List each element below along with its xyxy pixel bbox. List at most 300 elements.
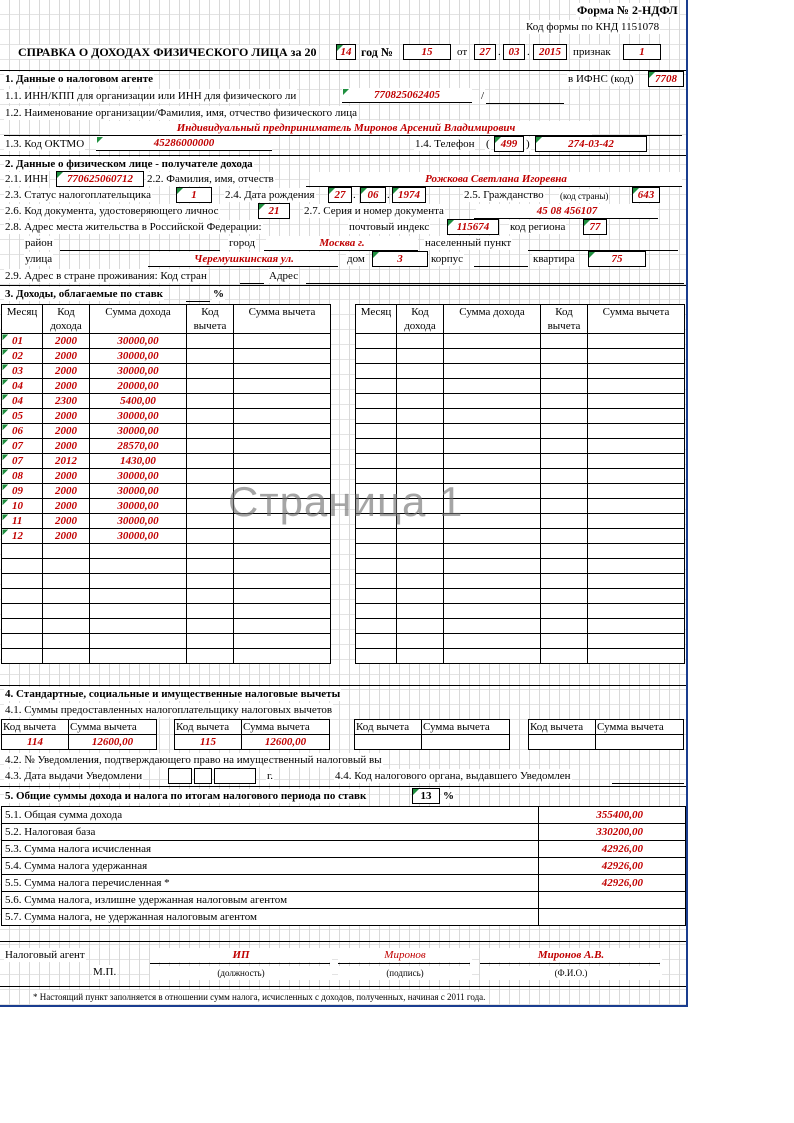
- deduction-code[interactable]: [541, 499, 588, 514]
- deduction-code[interactable]: [541, 574, 588, 589]
- person-inn-label: 2.1. ИНН: [5, 173, 49, 185]
- deduction-code[interactable]: [187, 499, 234, 514]
- deduction-amount[interactable]: [234, 499, 331, 514]
- income-amount[interactable]: [444, 394, 541, 409]
- income-amount[interactable]: 5400,00: [90, 394, 187, 409]
- income-amount[interactable]: [444, 349, 541, 364]
- income-month[interactable]: [356, 634, 397, 649]
- district-label: район: [25, 237, 53, 249]
- deduction-code[interactable]: [541, 544, 588, 559]
- deduction-code[interactable]: [187, 604, 234, 619]
- income-amount[interactable]: [444, 409, 541, 424]
- deduction-amount[interactable]: [588, 334, 685, 349]
- deduction-code[interactable]: [541, 619, 588, 634]
- deduction-amount[interactable]: [588, 589, 685, 604]
- deduction-amount[interactable]: [234, 649, 331, 664]
- oktmo-value[interactable]: 45286000000: [96, 136, 272, 151]
- income-month[interactable]: [356, 424, 397, 439]
- deduction-code[interactable]: [541, 439, 588, 454]
- deduction-amount[interactable]: [234, 379, 331, 394]
- phone-code[interactable]: 499: [494, 136, 524, 152]
- income-code[interactable]: [397, 499, 444, 514]
- deduction-code[interactable]: [541, 589, 588, 604]
- deduction-amount[interactable]: [234, 589, 331, 604]
- deduction-code[interactable]: 115: [175, 735, 242, 750]
- income-amount[interactable]: [444, 529, 541, 544]
- income-code[interactable]: [397, 349, 444, 364]
- deduction-code[interactable]: [187, 334, 234, 349]
- deduction-amount[interactable]: [234, 469, 331, 484]
- income-code[interactable]: 2000: [43, 469, 90, 484]
- income-month[interactable]: 12: [2, 529, 43, 544]
- deduction-amount[interactable]: [588, 454, 685, 469]
- deduction-amount[interactable]: [422, 735, 510, 750]
- deduction-code[interactable]: [541, 469, 588, 484]
- income-code[interactable]: [397, 559, 444, 574]
- income-code[interactable]: [397, 439, 444, 454]
- notice-year[interactable]: [214, 768, 256, 784]
- deduction-amount[interactable]: [588, 484, 685, 499]
- deduction-code[interactable]: [187, 379, 234, 394]
- income-code[interactable]: 2000: [43, 484, 90, 499]
- income-code[interactable]: 2012: [43, 454, 90, 469]
- income-month[interactable]: [2, 649, 43, 664]
- deduction-code[interactable]: [187, 649, 234, 664]
- income-code[interactable]: [397, 454, 444, 469]
- deduction-amount[interactable]: [588, 364, 685, 379]
- income-code[interactable]: [397, 469, 444, 484]
- deduction-code[interactable]: [541, 424, 588, 439]
- deduction-code[interactable]: [187, 529, 234, 544]
- income-amount[interactable]: 30000,00: [90, 409, 187, 424]
- income-code[interactable]: [43, 559, 90, 574]
- income-row: [356, 454, 685, 469]
- kpp-field[interactable]: [486, 103, 564, 104]
- income-code[interactable]: 2000: [43, 364, 90, 379]
- income-code[interactable]: [43, 604, 90, 619]
- deduction-code[interactable]: [187, 574, 234, 589]
- deduction-amount[interactable]: [588, 409, 685, 424]
- deduction-code[interactable]: [187, 514, 234, 529]
- income-amount[interactable]: [90, 544, 187, 559]
- income-month[interactable]: [2, 559, 43, 574]
- income-month[interactable]: 11: [2, 514, 43, 529]
- income-amount[interactable]: [444, 559, 541, 574]
- deduction-amount[interactable]: [234, 349, 331, 364]
- deduction-code[interactable]: [187, 544, 234, 559]
- korpus-field[interactable]: [474, 266, 528, 267]
- income-row: [356, 634, 685, 649]
- income-month[interactable]: [356, 454, 397, 469]
- deduction-amount[interactable]: [588, 424, 685, 439]
- deduction-amount[interactable]: [588, 349, 685, 364]
- sign-fio-value[interactable]: Миронов А.В.: [480, 948, 662, 962]
- income-code[interactable]: [43, 649, 90, 664]
- income-month[interactable]: [2, 604, 43, 619]
- income-month[interactable]: 05: [2, 409, 43, 424]
- notice-date-label: 4.3. Дата выдачи Уведомлени: [5, 770, 143, 782]
- totals-value[interactable]: 330200,00: [539, 824, 686, 841]
- status-value[interactable]: 1: [176, 187, 212, 203]
- series-value[interactable]: 45 08 456107: [476, 204, 658, 218]
- deduction-amount[interactable]: [234, 634, 331, 649]
- income-code[interactable]: [43, 544, 90, 559]
- income-amount[interactable]: [90, 619, 187, 634]
- notice-day[interactable]: [168, 768, 192, 784]
- certificate-number[interactable]: 15: [403, 44, 451, 60]
- income-amount[interactable]: [444, 484, 541, 499]
- deduction-code[interactable]: [187, 424, 234, 439]
- deduction-code[interactable]: [541, 649, 588, 664]
- income-amount[interactable]: [444, 514, 541, 529]
- income-code[interactable]: [397, 619, 444, 634]
- income-month[interactable]: [356, 364, 397, 379]
- income-code[interactable]: [397, 484, 444, 499]
- deduction-code[interactable]: [187, 559, 234, 574]
- deduction-amount[interactable]: [588, 544, 685, 559]
- income-amount[interactable]: [90, 589, 187, 604]
- income-amount[interactable]: 30000,00: [90, 349, 187, 364]
- deduction-block-1: [1, 719, 157, 750]
- totals-value[interactable]: [539, 909, 686, 926]
- deduction-code[interactable]: 114: [2, 735, 69, 750]
- income-month[interactable]: [2, 589, 43, 604]
- income-amount[interactable]: 30000,00: [90, 424, 187, 439]
- income-amount[interactable]: 30000,00: [90, 364, 187, 379]
- income-amount[interactable]: 30000,00: [90, 469, 187, 484]
- income-amount[interactable]: [90, 559, 187, 574]
- flat-value[interactable]: 75: [588, 251, 646, 267]
- income-code[interactable]: [397, 604, 444, 619]
- income-month[interactable]: 01: [2, 334, 43, 349]
- income-month[interactable]: [356, 334, 397, 349]
- year-label: год №: [361, 45, 393, 59]
- income-month[interactable]: [356, 409, 397, 424]
- income-code[interactable]: [397, 394, 444, 409]
- income-code[interactable]: 2000: [43, 379, 90, 394]
- deduction-amount[interactable]: [588, 604, 685, 619]
- cell-mark: [337, 45, 343, 51]
- income-month[interactable]: [356, 589, 397, 604]
- income-amount[interactable]: 20000,00: [90, 379, 187, 394]
- income-month[interactable]: [356, 619, 397, 634]
- income-code[interactable]: 2000: [43, 439, 90, 454]
- deduction-amount-header: Сумма вычета: [596, 720, 684, 735]
- deduction-code[interactable]: [541, 514, 588, 529]
- income-code[interactable]: [397, 409, 444, 424]
- deduction-amount[interactable]: [234, 514, 331, 529]
- deduction-amount[interactable]: [588, 619, 685, 634]
- income-month[interactable]: 04: [2, 394, 43, 409]
- deduction-code[interactable]: [541, 559, 588, 574]
- deduction-code[interactable]: [355, 735, 422, 750]
- income-row: [2, 559, 331, 574]
- income-month[interactable]: [2, 619, 43, 634]
- income-amount[interactable]: [90, 649, 187, 664]
- totals-value[interactable]: 42926,00: [539, 858, 686, 875]
- house-value[interactable]: 3: [372, 251, 428, 267]
- totals-rate[interactable]: 13: [412, 788, 440, 804]
- deduction-code[interactable]: [187, 619, 234, 634]
- deduction-amount[interactable]: 12600,00: [242, 735, 330, 750]
- income-month[interactable]: [356, 649, 397, 664]
- deduction-amount[interactable]: [588, 499, 685, 514]
- income-code[interactable]: [397, 544, 444, 559]
- income-code[interactable]: [397, 364, 444, 379]
- notice-month[interactable]: [194, 768, 212, 784]
- income-code[interactable]: 2000: [43, 424, 90, 439]
- income-amount[interactable]: [444, 574, 541, 589]
- income-row: [2, 349, 331, 364]
- deduction-amount[interactable]: [234, 604, 331, 619]
- street-value[interactable]: Черемушкинская ул.: [150, 252, 338, 266]
- date-day[interactable]: 27: [474, 44, 496, 60]
- deduction-code[interactable]: [187, 364, 234, 379]
- totals-value[interactable]: 42926,00: [539, 841, 686, 858]
- income-code[interactable]: [397, 649, 444, 664]
- income-table-left: [1, 304, 331, 664]
- deduction-code[interactable]: [187, 349, 234, 364]
- month-header: Месяц: [356, 305, 397, 334]
- deduction-amount[interactable]: [588, 634, 685, 649]
- deduction-amount[interactable]: 12600,00: [69, 735, 157, 750]
- deduction-code[interactable]: [187, 589, 234, 604]
- deduction-amount[interactable]: [588, 379, 685, 394]
- totals-value[interactable]: 42926,00: [539, 875, 686, 892]
- deduction-code[interactable]: [187, 409, 234, 424]
- sign-value[interactable]: 1: [623, 44, 661, 60]
- region-value[interactable]: 77: [583, 219, 607, 235]
- income-code[interactable]: [43, 634, 90, 649]
- income-amount[interactable]: [444, 604, 541, 619]
- city-value[interactable]: Москва г.: [266, 236, 418, 250]
- person-section-title: 2. Данные о физическом лице - получателе дохода: [5, 158, 253, 170]
- income-month[interactable]: [2, 574, 43, 589]
- deduction-code[interactable]: [541, 634, 588, 649]
- birth-year[interactable]: 1974: [392, 187, 426, 203]
- income-amount[interactable]: [444, 379, 541, 394]
- status-label: 2.3. Статус налогоплательщика: [5, 189, 151, 201]
- income-amount[interactable]: [444, 454, 541, 469]
- birth-day[interactable]: 27: [328, 187, 352, 203]
- deduction-code[interactable]: [529, 735, 596, 750]
- income-code[interactable]: 2000: [43, 409, 90, 424]
- deduction-code[interactable]: [541, 379, 588, 394]
- agent-name-value[interactable]: Индивидуальный предприниматель Миронов Арсений Владимирович: [100, 121, 592, 135]
- deduction-amount[interactable]: [234, 619, 331, 634]
- income-month[interactable]: 09: [2, 484, 43, 499]
- deduction-amount[interactable]: [588, 439, 685, 454]
- income-month[interactable]: [356, 349, 397, 364]
- deduction-code[interactable]: [187, 454, 234, 469]
- income-code[interactable]: [43, 574, 90, 589]
- income-amount[interactable]: 30000,00: [90, 484, 187, 499]
- income-amount[interactable]: [444, 649, 541, 664]
- income-code[interactable]: [397, 574, 444, 589]
- income-amount[interactable]: [444, 469, 541, 484]
- deduction-amount[interactable]: [234, 409, 331, 424]
- income-month[interactable]: [356, 544, 397, 559]
- birth-month[interactable]: 06: [360, 187, 386, 203]
- income-amount[interactable]: 30000,00: [90, 499, 187, 514]
- foreign-country-field[interactable]: [240, 283, 264, 284]
- deduction-amount[interactable]: [588, 514, 685, 529]
- signature-caption: (подпись): [338, 966, 472, 980]
- deduction-code[interactable]: [187, 394, 234, 409]
- deduction-amount[interactable]: [588, 529, 685, 544]
- deduction-code[interactable]: [541, 604, 588, 619]
- deduction-amount[interactable]: [596, 735, 684, 750]
- income-code[interactable]: 2300: [43, 394, 90, 409]
- income-month[interactable]: [356, 484, 397, 499]
- income-code[interactable]: [43, 619, 90, 634]
- income-code[interactable]: 2000: [43, 334, 90, 349]
- deduction-code[interactable]: [541, 529, 588, 544]
- phone-number[interactable]: 274-03-42: [535, 136, 647, 152]
- divider: [0, 941, 686, 942]
- income-month[interactable]: [356, 439, 397, 454]
- income-code[interactable]: [397, 634, 444, 649]
- income-code[interactable]: 2000: [43, 499, 90, 514]
- income-code[interactable]: [397, 589, 444, 604]
- income-amount[interactable]: [90, 604, 187, 619]
- foreign-address-field[interactable]: [306, 283, 684, 284]
- income-amount[interactable]: [444, 499, 541, 514]
- income-month[interactable]: [356, 604, 397, 619]
- deduction-code[interactable]: [187, 439, 234, 454]
- deduction-code[interactable]: [541, 484, 588, 499]
- deduction-amount[interactable]: [588, 559, 685, 574]
- street-label: улица: [25, 253, 53, 265]
- income-month[interactable]: [356, 574, 397, 589]
- position-caption: (должность): [150, 966, 332, 980]
- deduction-code[interactable]: [187, 469, 234, 484]
- year-suffix[interactable]: 14: [336, 44, 356, 60]
- sign-signature-value[interactable]: Миронов: [338, 948, 472, 962]
- deduction-amount[interactable]: [234, 364, 331, 379]
- income-code[interactable]: [397, 379, 444, 394]
- income-code[interactable]: [397, 424, 444, 439]
- deduction-code[interactable]: [187, 634, 234, 649]
- income-month[interactable]: 03: [2, 364, 43, 379]
- deduction-amount[interactable]: [234, 334, 331, 349]
- income-month[interactable]: 04: [2, 379, 43, 394]
- income-month[interactable]: 10: [2, 499, 43, 514]
- notice-org-field[interactable]: [612, 783, 684, 784]
- income-amount[interactable]: [444, 364, 541, 379]
- totals-row: [2, 824, 686, 841]
- income-month[interactable]: 08: [2, 469, 43, 484]
- date-year[interactable]: 2015: [533, 44, 567, 60]
- income-code[interactable]: [397, 514, 444, 529]
- income-amount[interactable]: 28570,00: [90, 439, 187, 454]
- citizen-value[interactable]: 643: [632, 187, 660, 203]
- deduction-amount[interactable]: [234, 394, 331, 409]
- person-inn-value[interactable]: 770625060712: [56, 171, 144, 187]
- income-amount[interactable]: [444, 544, 541, 559]
- income-code[interactable]: 2000: [43, 349, 90, 364]
- income-amount[interactable]: 30000,00: [90, 529, 187, 544]
- deduction-amount[interactable]: [234, 424, 331, 439]
- income-code[interactable]: [397, 334, 444, 349]
- income-month[interactable]: [356, 379, 397, 394]
- income-amount[interactable]: [444, 634, 541, 649]
- deduction-amount[interactable]: [234, 529, 331, 544]
- income-amount[interactable]: 30000,00: [90, 334, 187, 349]
- deduction-amount-header: Сумма вычета: [588, 305, 685, 334]
- deduction-amount[interactable]: [588, 469, 685, 484]
- deduction-amount[interactable]: [588, 394, 685, 409]
- person-fio-value[interactable]: Рожкова Светлана Игоревна: [310, 172, 682, 186]
- income-amount[interactable]: [90, 634, 187, 649]
- deduction-amount[interactable]: [234, 574, 331, 589]
- income-month[interactable]: [2, 634, 43, 649]
- income-amount[interactable]: [90, 574, 187, 589]
- date-dot: .: [527, 46, 530, 58]
- agent-inn-value[interactable]: 770825062405: [342, 88, 472, 103]
- income-row: [356, 604, 685, 619]
- income-amount[interactable]: [444, 589, 541, 604]
- income-month[interactable]: [356, 469, 397, 484]
- income-amount[interactable]: [444, 334, 541, 349]
- income-amount[interactable]: [444, 439, 541, 454]
- income-amount[interactable]: [444, 619, 541, 634]
- deduction-amount[interactable]: [234, 439, 331, 454]
- income-month[interactable]: [356, 499, 397, 514]
- income-code[interactable]: [397, 529, 444, 544]
- deduction-code[interactable]: [541, 409, 588, 424]
- deduction-code[interactable]: [541, 394, 588, 409]
- income-month[interactable]: 07: [2, 439, 43, 454]
- totals-row: [2, 909, 686, 926]
- doc-value[interactable]: 21: [258, 203, 290, 219]
- income-amount[interactable]: [444, 424, 541, 439]
- income-month[interactable]: [356, 514, 397, 529]
- totals-value[interactable]: [539, 892, 686, 909]
- deduction-code[interactable]: [541, 334, 588, 349]
- district-field[interactable]: [60, 250, 220, 251]
- deduction-code[interactable]: [187, 484, 234, 499]
- deduction-code[interactable]: [541, 364, 588, 379]
- index-value[interactable]: 115674: [447, 219, 499, 235]
- deduction-amount[interactable]: [234, 559, 331, 574]
- rate-field[interactable]: [186, 301, 210, 302]
- deduction-amount[interactable]: [588, 649, 685, 664]
- income-month[interactable]: [356, 559, 397, 574]
- income-month[interactable]: 06: [2, 424, 43, 439]
- ifns-value[interactable]: 7708: [648, 71, 684, 87]
- income-code[interactable]: [43, 589, 90, 604]
- income-code[interactable]: 2000: [43, 514, 90, 529]
- income-amount[interactable]: 1430,00: [90, 454, 187, 469]
- totals-value[interactable]: 355400,00: [539, 807, 686, 824]
- deduction-amount[interactable]: [234, 484, 331, 499]
- deduction-amount[interactable]: [234, 544, 331, 559]
- sign-position-value[interactable]: ИП: [150, 948, 332, 962]
- deduction-code[interactable]: [541, 454, 588, 469]
- income-amount[interactable]: 30000,00: [90, 514, 187, 529]
- income-code[interactable]: 2000: [43, 529, 90, 544]
- income-month[interactable]: 07: [2, 454, 43, 469]
- deduction-amount[interactable]: [588, 574, 685, 589]
- income-month[interactable]: [2, 544, 43, 559]
- deduction-amount[interactable]: [234, 454, 331, 469]
- deduction-code[interactable]: [541, 349, 588, 364]
- income-month[interactable]: [356, 529, 397, 544]
- date-month[interactable]: 03: [503, 44, 525, 60]
- income-month[interactable]: 02: [2, 349, 43, 364]
- income-month[interactable]: [356, 394, 397, 409]
